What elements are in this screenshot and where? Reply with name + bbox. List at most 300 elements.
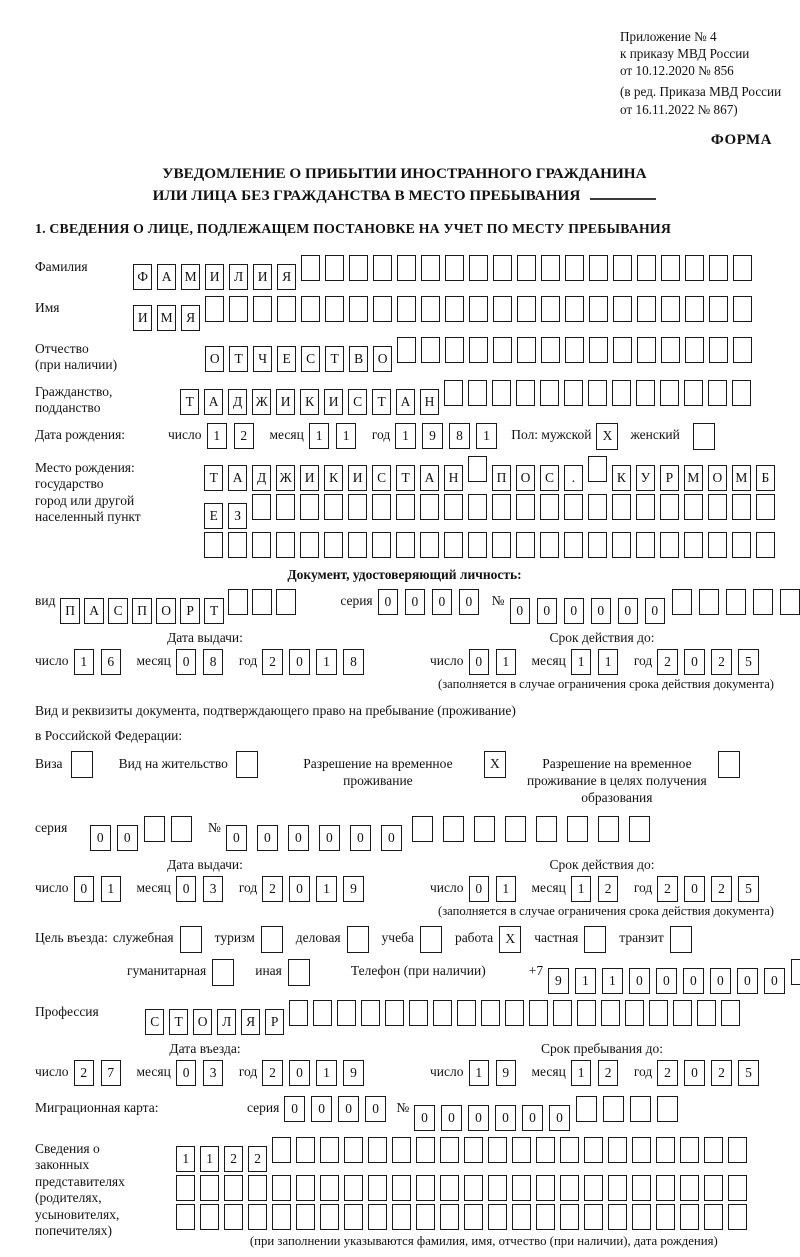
char-cell[interactable] bbox=[300, 494, 319, 520]
char-cell[interactable] bbox=[603, 1096, 624, 1122]
char-cell[interactable]: 0 bbox=[284, 1096, 305, 1122]
char-cell[interactable] bbox=[564, 494, 583, 520]
char-cell[interactable] bbox=[685, 337, 704, 363]
char-cell[interactable]: М bbox=[181, 264, 200, 290]
char-cell[interactable] bbox=[733, 296, 752, 322]
char-cell[interactable] bbox=[564, 532, 583, 558]
char-cell[interactable]: 0 bbox=[656, 968, 677, 994]
purpose-study-checkbox[interactable] bbox=[420, 926, 442, 953]
purpose-work-checkbox[interactable]: X bbox=[499, 926, 521, 953]
char-cell[interactable]: 2 bbox=[657, 1060, 678, 1086]
char-cell[interactable]: 2 bbox=[248, 1146, 267, 1172]
char-cell[interactable] bbox=[301, 296, 320, 322]
char-cell[interactable] bbox=[588, 456, 607, 482]
char-cell[interactable]: А bbox=[396, 389, 415, 415]
char-cell[interactable]: 0 bbox=[441, 1105, 462, 1131]
char-cell[interactable] bbox=[443, 816, 464, 842]
char-cell[interactable]: 0 bbox=[176, 649, 197, 675]
char-cell[interactable] bbox=[344, 1204, 363, 1230]
char-cell[interactable]: О bbox=[193, 1009, 212, 1035]
char-cell[interactable] bbox=[598, 816, 619, 842]
char-cell[interactable]: С bbox=[540, 465, 559, 491]
char-cell[interactable]: 0 bbox=[469, 649, 490, 675]
char-cell[interactable] bbox=[756, 494, 775, 520]
char-cell[interactable]: Р bbox=[180, 598, 199, 624]
char-cell[interactable]: Т bbox=[204, 465, 223, 491]
char-cell[interactable] bbox=[228, 589, 247, 615]
char-cell[interactable]: 2 bbox=[262, 649, 283, 675]
char-cell[interactable]: А bbox=[228, 465, 247, 491]
char-cell[interactable]: 0 bbox=[381, 825, 402, 851]
char-cell[interactable] bbox=[396, 494, 415, 520]
char-cell[interactable] bbox=[612, 380, 631, 406]
char-cell[interactable]: 2 bbox=[598, 876, 619, 902]
char-cell[interactable] bbox=[512, 1175, 531, 1201]
char-cell[interactable] bbox=[464, 1204, 483, 1230]
char-cell[interactable] bbox=[660, 532, 679, 558]
char-cell[interactable] bbox=[493, 255, 512, 281]
char-cell[interactable]: 1 bbox=[316, 876, 337, 902]
char-cell[interactable]: 0 bbox=[629, 968, 650, 994]
char-cell[interactable]: 0 bbox=[378, 589, 399, 615]
char-cell[interactable] bbox=[517, 296, 536, 322]
char-cell[interactable] bbox=[481, 1000, 500, 1026]
char-cell[interactable] bbox=[704, 1175, 723, 1201]
char-cell[interactable] bbox=[368, 1137, 387, 1163]
char-cell[interactable]: Р bbox=[660, 465, 679, 491]
char-cell[interactable] bbox=[612, 532, 631, 558]
char-cell[interactable] bbox=[656, 1204, 675, 1230]
char-cell[interactable] bbox=[488, 1137, 507, 1163]
char-cell[interactable]: 8 bbox=[343, 649, 364, 675]
char-cell[interactable] bbox=[361, 1000, 380, 1026]
char-cell[interactable] bbox=[272, 1175, 291, 1201]
char-cell[interactable] bbox=[733, 255, 752, 281]
char-cell[interactable]: Л bbox=[229, 264, 248, 290]
char-cell[interactable]: . bbox=[564, 465, 583, 491]
char-cell[interactable] bbox=[397, 337, 416, 363]
char-cell[interactable] bbox=[392, 1175, 411, 1201]
char-cell[interactable]: 1 bbox=[571, 876, 592, 902]
char-cell[interactable]: 1 bbox=[207, 423, 228, 449]
char-cell[interactable] bbox=[680, 1175, 699, 1201]
char-cell[interactable]: 1 bbox=[496, 876, 517, 902]
char-cell[interactable]: Т bbox=[204, 598, 223, 624]
char-cell[interactable] bbox=[457, 1000, 476, 1026]
char-cell[interactable]: Я bbox=[241, 1009, 260, 1035]
char-cell[interactable] bbox=[589, 296, 608, 322]
char-cell[interactable]: Т bbox=[372, 389, 391, 415]
char-cell[interactable]: 6 bbox=[101, 649, 122, 675]
char-cell[interactable]: С bbox=[301, 346, 320, 372]
char-cell[interactable]: К bbox=[300, 389, 319, 415]
temp-residence-education-checkbox[interactable] bbox=[718, 751, 740, 778]
char-cell[interactable]: 0 bbox=[289, 1060, 310, 1086]
purpose-other-checkbox[interactable] bbox=[288, 959, 310, 986]
char-cell[interactable] bbox=[420, 532, 439, 558]
char-cell[interactable] bbox=[229, 296, 248, 322]
char-cell[interactable] bbox=[464, 1175, 483, 1201]
char-cell[interactable] bbox=[296, 1137, 315, 1163]
char-cell[interactable] bbox=[636, 380, 655, 406]
char-cell[interactable] bbox=[301, 255, 320, 281]
char-cell[interactable]: И bbox=[205, 264, 224, 290]
char-cell[interactable] bbox=[613, 337, 632, 363]
char-cell[interactable] bbox=[171, 816, 192, 842]
char-cell[interactable]: 0 bbox=[288, 825, 309, 851]
char-cell[interactable] bbox=[697, 1000, 716, 1026]
char-cell[interactable] bbox=[144, 816, 165, 842]
char-cell[interactable] bbox=[421, 255, 440, 281]
char-cell[interactable] bbox=[396, 532, 415, 558]
char-cell[interactable] bbox=[536, 1137, 555, 1163]
char-cell[interactable]: 9 bbox=[343, 876, 364, 902]
char-cell[interactable] bbox=[656, 1175, 675, 1201]
char-cell[interactable] bbox=[337, 1000, 356, 1026]
char-cell[interactable]: 3 bbox=[203, 1060, 224, 1086]
char-cell[interactable]: 0 bbox=[338, 1096, 359, 1122]
char-cell[interactable] bbox=[637, 296, 656, 322]
char-cell[interactable]: Н bbox=[444, 465, 463, 491]
char-cell[interactable] bbox=[660, 494, 679, 520]
char-cell[interactable] bbox=[733, 337, 752, 363]
char-cell[interactable]: 9 bbox=[422, 423, 443, 449]
char-cell[interactable]: 1 bbox=[336, 423, 357, 449]
char-cell[interactable]: 0 bbox=[226, 825, 247, 851]
char-cell[interactable] bbox=[248, 1204, 267, 1230]
char-cell[interactable] bbox=[728, 1204, 747, 1230]
char-cell[interactable] bbox=[565, 255, 584, 281]
char-cell[interactable]: 0 bbox=[74, 876, 95, 902]
char-cell[interactable]: 1 bbox=[598, 649, 619, 675]
char-cell[interactable] bbox=[632, 1137, 651, 1163]
char-cell[interactable] bbox=[409, 1000, 428, 1026]
char-cell[interactable]: Р bbox=[265, 1009, 284, 1035]
char-cell[interactable] bbox=[637, 255, 656, 281]
char-cell[interactable] bbox=[469, 337, 488, 363]
char-cell[interactable] bbox=[440, 1137, 459, 1163]
char-cell[interactable]: А bbox=[84, 598, 103, 624]
char-cell[interactable]: 5 bbox=[738, 649, 759, 675]
char-cell[interactable]: 0 bbox=[468, 1105, 489, 1131]
char-cell[interactable] bbox=[474, 816, 495, 842]
char-cell[interactable]: Ж bbox=[252, 389, 271, 415]
char-cell[interactable] bbox=[440, 1204, 459, 1230]
char-cell[interactable]: 9 bbox=[496, 1060, 517, 1086]
char-cell[interactable]: Б bbox=[756, 465, 775, 491]
char-cell[interactable] bbox=[205, 296, 224, 322]
char-cell[interactable] bbox=[608, 1137, 627, 1163]
char-cell[interactable]: 1 bbox=[602, 968, 623, 994]
char-cell[interactable]: М bbox=[732, 465, 751, 491]
char-cell[interactable]: 0 bbox=[764, 968, 785, 994]
char-cell[interactable]: 1 bbox=[176, 1146, 195, 1172]
char-cell[interactable] bbox=[540, 380, 559, 406]
char-cell[interactable] bbox=[444, 380, 463, 406]
char-cell[interactable] bbox=[588, 532, 607, 558]
char-cell[interactable]: 1 bbox=[476, 423, 497, 449]
char-cell[interactable]: 1 bbox=[101, 876, 122, 902]
char-cell[interactable]: 0 bbox=[257, 825, 278, 851]
purpose-official-checkbox[interactable] bbox=[180, 926, 202, 953]
char-cell[interactable] bbox=[560, 1204, 579, 1230]
char-cell[interactable]: 2 bbox=[711, 649, 732, 675]
char-cell[interactable]: К bbox=[324, 465, 343, 491]
char-cell[interactable]: 3 bbox=[203, 876, 224, 902]
char-cell[interactable]: 7 bbox=[101, 1060, 122, 1086]
char-cell[interactable]: С bbox=[372, 465, 391, 491]
char-cell[interactable] bbox=[488, 1175, 507, 1201]
char-cell[interactable] bbox=[320, 1137, 339, 1163]
char-cell[interactable] bbox=[732, 494, 751, 520]
char-cell[interactable] bbox=[560, 1137, 579, 1163]
char-cell[interactable] bbox=[277, 296, 296, 322]
char-cell[interactable]: 5 bbox=[738, 1060, 759, 1086]
char-cell[interactable] bbox=[728, 1137, 747, 1163]
char-cell[interactable] bbox=[613, 255, 632, 281]
char-cell[interactable]: С bbox=[145, 1009, 164, 1035]
char-cell[interactable] bbox=[709, 337, 728, 363]
char-cell[interactable] bbox=[661, 337, 680, 363]
char-cell[interactable]: О bbox=[708, 465, 727, 491]
char-cell[interactable] bbox=[200, 1175, 219, 1201]
char-cell[interactable] bbox=[584, 1137, 603, 1163]
char-cell[interactable]: 2 bbox=[657, 649, 678, 675]
char-cell[interactable]: 1 bbox=[575, 968, 596, 994]
char-cell[interactable] bbox=[685, 255, 704, 281]
char-cell[interactable] bbox=[372, 532, 391, 558]
visa-checkbox[interactable] bbox=[71, 751, 93, 778]
char-cell[interactable]: 2 bbox=[262, 876, 283, 902]
char-cell[interactable] bbox=[469, 255, 488, 281]
char-cell[interactable] bbox=[630, 1096, 651, 1122]
char-cell[interactable]: П bbox=[60, 598, 79, 624]
char-cell[interactable]: 0 bbox=[510, 598, 531, 624]
char-cell[interactable]: У bbox=[636, 465, 655, 491]
char-cell[interactable] bbox=[325, 296, 344, 322]
char-cell[interactable] bbox=[252, 532, 271, 558]
char-cell[interactable] bbox=[349, 255, 368, 281]
char-cell[interactable] bbox=[492, 494, 511, 520]
residence-permit-checkbox[interactable] bbox=[236, 751, 258, 778]
purpose-business-checkbox[interactable] bbox=[347, 926, 369, 953]
char-cell[interactable] bbox=[584, 1204, 603, 1230]
char-cell[interactable]: 2 bbox=[711, 876, 732, 902]
char-cell[interactable]: 2 bbox=[262, 1060, 283, 1086]
char-cell[interactable] bbox=[536, 816, 557, 842]
char-cell[interactable] bbox=[656, 1137, 675, 1163]
char-cell[interactable] bbox=[385, 1000, 404, 1026]
char-cell[interactable]: 1 bbox=[309, 423, 330, 449]
char-cell[interactable]: З bbox=[228, 503, 247, 529]
char-cell[interactable]: Д bbox=[252, 465, 271, 491]
char-cell[interactable] bbox=[320, 1175, 339, 1201]
char-cell[interactable]: 0 bbox=[176, 1060, 197, 1086]
char-cell[interactable]: 9 bbox=[548, 968, 569, 994]
purpose-transit-checkbox[interactable] bbox=[670, 926, 692, 953]
char-cell[interactable] bbox=[636, 532, 655, 558]
char-cell[interactable]: 1 bbox=[74, 649, 95, 675]
char-cell[interactable] bbox=[684, 494, 703, 520]
char-cell[interactable] bbox=[661, 255, 680, 281]
char-cell[interactable]: И bbox=[300, 465, 319, 491]
char-cell[interactable] bbox=[276, 532, 295, 558]
char-cell[interactable]: Т bbox=[396, 465, 415, 491]
char-cell[interactable] bbox=[464, 1137, 483, 1163]
char-cell[interactable]: Ч bbox=[253, 346, 272, 372]
char-cell[interactable]: 0 bbox=[645, 598, 666, 624]
char-cell[interactable]: 0 bbox=[564, 598, 585, 624]
char-cell[interactable]: М bbox=[684, 465, 703, 491]
char-cell[interactable] bbox=[709, 255, 728, 281]
char-cell[interactable]: Т bbox=[180, 389, 199, 415]
char-cell[interactable] bbox=[416, 1137, 435, 1163]
char-cell[interactable]: 1 bbox=[496, 649, 517, 675]
char-cell[interactable] bbox=[560, 1175, 579, 1201]
char-cell[interactable] bbox=[344, 1175, 363, 1201]
char-cell[interactable]: Д bbox=[228, 389, 247, 415]
char-cell[interactable]: О bbox=[156, 598, 175, 624]
char-cell[interactable]: И bbox=[276, 389, 295, 415]
char-cell[interactable] bbox=[516, 380, 535, 406]
char-cell[interactable] bbox=[732, 532, 751, 558]
char-cell[interactable]: 0 bbox=[684, 876, 705, 902]
char-cell[interactable] bbox=[272, 1137, 291, 1163]
char-cell[interactable]: 0 bbox=[176, 876, 197, 902]
char-cell[interactable] bbox=[516, 532, 535, 558]
char-cell[interactable]: 0 bbox=[469, 876, 490, 902]
char-cell[interactable] bbox=[629, 816, 650, 842]
char-cell[interactable] bbox=[517, 255, 536, 281]
char-cell[interactable] bbox=[368, 1204, 387, 1230]
char-cell[interactable] bbox=[756, 532, 775, 558]
char-cell[interactable] bbox=[791, 959, 800, 985]
char-cell[interactable] bbox=[577, 1000, 596, 1026]
char-cell[interactable]: М bbox=[157, 305, 176, 331]
char-cell[interactable] bbox=[753, 589, 774, 615]
char-cell[interactable]: 9 bbox=[343, 1060, 364, 1086]
char-cell[interactable]: С bbox=[348, 389, 367, 415]
char-cell[interactable] bbox=[709, 296, 728, 322]
char-cell[interactable]: П bbox=[492, 465, 511, 491]
char-cell[interactable] bbox=[704, 1137, 723, 1163]
char-cell[interactable]: 1 bbox=[469, 1060, 490, 1086]
char-cell[interactable] bbox=[516, 494, 535, 520]
char-cell[interactable] bbox=[296, 1175, 315, 1201]
char-cell[interactable] bbox=[372, 494, 391, 520]
char-cell[interactable] bbox=[300, 532, 319, 558]
char-cell[interactable] bbox=[649, 1000, 668, 1026]
char-cell[interactable]: 2 bbox=[234, 423, 255, 449]
char-cell[interactable]: 8 bbox=[203, 649, 224, 675]
char-cell[interactable] bbox=[505, 1000, 524, 1026]
char-cell[interactable] bbox=[541, 255, 560, 281]
char-cell[interactable] bbox=[699, 589, 720, 615]
char-cell[interactable]: И bbox=[348, 465, 367, 491]
purpose-humanitarian-checkbox[interactable] bbox=[212, 959, 234, 986]
char-cell[interactable] bbox=[468, 494, 487, 520]
char-cell[interactable]: Я bbox=[277, 264, 296, 290]
char-cell[interactable] bbox=[444, 532, 463, 558]
char-cell[interactable] bbox=[445, 255, 464, 281]
char-cell[interactable] bbox=[416, 1175, 435, 1201]
char-cell[interactable] bbox=[313, 1000, 332, 1026]
char-cell[interactable] bbox=[488, 1204, 507, 1230]
char-cell[interactable]: Т bbox=[169, 1009, 188, 1035]
char-cell[interactable] bbox=[397, 255, 416, 281]
char-cell[interactable] bbox=[684, 380, 703, 406]
char-cell[interactable]: О bbox=[516, 465, 535, 491]
char-cell[interactable]: О bbox=[205, 346, 224, 372]
char-cell[interactable]: 1 bbox=[200, 1146, 219, 1172]
purpose-private-checkbox[interactable] bbox=[584, 926, 606, 953]
char-cell[interactable]: 0 bbox=[365, 1096, 386, 1122]
char-cell[interactable] bbox=[445, 296, 464, 322]
char-cell[interactable]: 0 bbox=[459, 589, 480, 615]
char-cell[interactable] bbox=[553, 1000, 572, 1026]
char-cell[interactable] bbox=[224, 1175, 243, 1201]
char-cell[interactable]: И bbox=[253, 264, 272, 290]
char-cell[interactable] bbox=[392, 1137, 411, 1163]
char-cell[interactable] bbox=[704, 1204, 723, 1230]
char-cell[interactable]: 2 bbox=[657, 876, 678, 902]
char-cell[interactable] bbox=[672, 589, 693, 615]
char-cell[interactable]: 2 bbox=[598, 1060, 619, 1086]
char-cell[interactable]: 0 bbox=[618, 598, 639, 624]
char-cell[interactable] bbox=[673, 1000, 692, 1026]
char-cell[interactable] bbox=[492, 380, 511, 406]
char-cell[interactable] bbox=[589, 337, 608, 363]
char-cell[interactable] bbox=[468, 380, 487, 406]
char-cell[interactable]: И bbox=[133, 305, 152, 331]
char-cell[interactable]: 0 bbox=[710, 968, 731, 994]
char-cell[interactable] bbox=[373, 296, 392, 322]
char-cell[interactable]: 0 bbox=[311, 1096, 332, 1122]
char-cell[interactable] bbox=[440, 1175, 459, 1201]
char-cell[interactable]: Е bbox=[204, 503, 223, 529]
gender-female-checkbox[interactable] bbox=[693, 423, 715, 450]
char-cell[interactable]: П bbox=[132, 598, 151, 624]
char-cell[interactable] bbox=[708, 380, 727, 406]
char-cell[interactable] bbox=[468, 532, 487, 558]
char-cell[interactable] bbox=[588, 494, 607, 520]
char-cell[interactable] bbox=[536, 1204, 555, 1230]
char-cell[interactable]: И bbox=[324, 389, 343, 415]
char-cell[interactable] bbox=[589, 255, 608, 281]
char-cell[interactable] bbox=[420, 494, 439, 520]
char-cell[interactable] bbox=[541, 337, 560, 363]
char-cell[interactable] bbox=[685, 296, 704, 322]
char-cell[interactable] bbox=[445, 337, 464, 363]
char-cell[interactable] bbox=[612, 494, 631, 520]
char-cell[interactable] bbox=[344, 1137, 363, 1163]
char-cell[interactable] bbox=[512, 1137, 531, 1163]
char-cell[interactable] bbox=[584, 1175, 603, 1201]
char-cell[interactable]: Я bbox=[181, 305, 200, 331]
char-cell[interactable] bbox=[276, 589, 295, 615]
char-cell[interactable] bbox=[728, 1175, 747, 1201]
char-cell[interactable]: Ф bbox=[133, 264, 152, 290]
char-cell[interactable] bbox=[661, 296, 680, 322]
char-cell[interactable] bbox=[392, 1204, 411, 1230]
char-cell[interactable]: 0 bbox=[737, 968, 758, 994]
char-cell[interactable]: Л bbox=[217, 1009, 236, 1035]
char-cell[interactable] bbox=[276, 494, 295, 520]
char-cell[interactable]: А bbox=[157, 264, 176, 290]
char-cell[interactable] bbox=[608, 1175, 627, 1201]
char-cell[interactable] bbox=[412, 816, 433, 842]
char-cell[interactable]: Н bbox=[420, 389, 439, 415]
